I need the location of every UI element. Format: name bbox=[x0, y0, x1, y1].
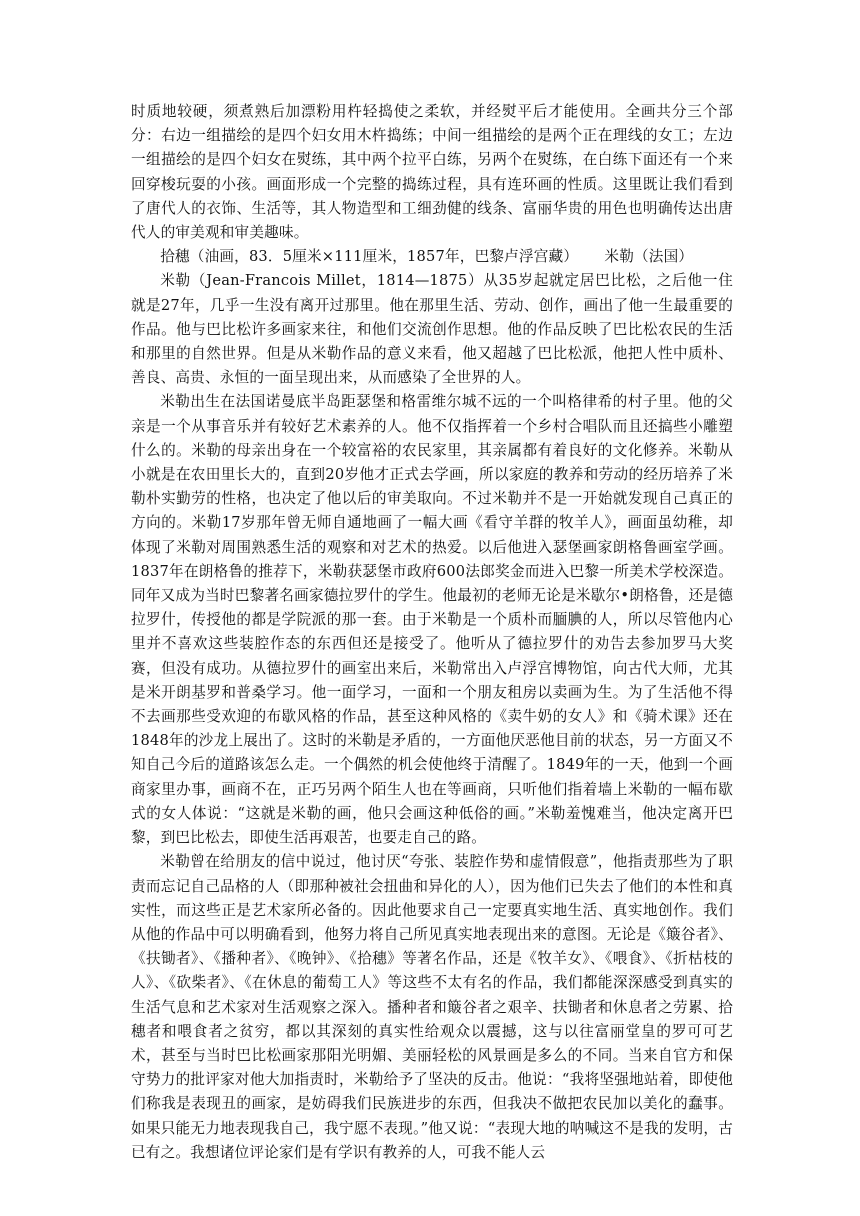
artwork-title: 拾穗（油画，83．5厘米×111厘米，1857年，巴黎卢浮宫藏） bbox=[160, 248, 579, 266]
paragraph-intro-continuation: 时质地较硬，须煮熟后加漂粉用杵轻捣使之柔软，并经熨平后才能使用。全画共分三个部分：右边一组描绘的是四个妇女用木杵捣练；中间一组描绘的是两个正在理线的女工；左边一组描绘的是四个妇女在熨练，其中两个拉平白练，另两个在熨练，在白练下面还有一个来回穿梭玩耍的小孩。画面形成一个完整的捣练过程，具有连环画的性质。这里既让我们看到了唐代人的衣饰、生活等，其人物造型和工细劲健的线条、富丽华贵的用色也明确传达出唐代人的审美观和审美趣味。 bbox=[131, 103, 733, 242]
paragraph-millet-biography: 米勒出生在法国诺曼底半岛距瑟堡和格雷维尔城不远的一个叫格律希的村子里。他的父亲是一个从事音乐并有较好艺术素养的人。他不仅指挥着一个乡村合唱队而且还搞些小雕塑什么的。米勒的母亲出身在一个较富裕的农民家里，其亲属都有着良好的文化修养。米勒从小就是在农田里长大的，直到20岁他才正式去学画，所以家庭的教养和劳动的经历培养了米勒朴实勤劳的性格，也决定了他以后的审美取向。不过米勒并不是一开始就发现自己真正的方向的。米勒17岁那年曾无师自通地画了一幅大画《看守羊群的牧羊人》，画面虽幼稚，却体现了米勒对周围熟悉生活的观察和对艺术的热爱。以后他进入瑟堡画家朗格鲁画室学画。1837年在朗格鲁的推荐下，米勒获瑟堡市政府600法郎奖金而进入巴黎一所美术学校深造。同年又成为当时巴黎著名画家德拉罗什的学生。他最初的老师无论是米歇尔•朗格鲁，还是德拉罗什，传授他的都是学院派的那一套。由于米勒是一个质朴而腼腆的人，所以尽管他内心里并不喜欢这些装腔作态的东西但还是接受了。他听从了德拉罗什的劝告去参加罗马大奖赛，但没有成功。从德拉罗什的画室出来后，米勒常出入卢浮宫博物馆，向古代大师，尤其是米开朗基罗和普桑学习。他一面学习，一面和一个朋友租房以卖画为生。为了生活他不得不去画那些受欢迎的布歇风格的作品，甚至这种风格的《卖牛奶的女人》和《骑术课》还在1848年的沙龙上展出了。这时的米勒是矛盾的，一方面他厌恶他目前的状态，另一方面又不知自己今后的道路该怎么走。一个偶然的机会使他终于清醒了。1849年的一天，他到一个画商家里办事，画商不在，正巧另两个陌生人也在等画商，只听他们指着墙上米勒的一幅布歇式的女人体说：“这就是米勒的画，他只会画这种低俗的画。”米勒羞愧难当，他决定离开巴黎，到巴比松去，即使生活再艰苦，也要走自己的路。 bbox=[131, 393, 733, 847]
artwork-caption bbox=[131, 245, 733, 269]
paragraph-millet-philosophy: 米勒曾在给朋友的信中说过，他讨厌“夸张、装腔作势和虚情假意”，他指责那些为了职责而忘记自己品格的人（即那种被社会扭曲和异化的人），因为他们已失去了他们的本性和真实性，而这些正是艺术家所必备的。因此他要求自己一定要真实地生活、真实地创作。我们从他的作品中可以明确看到，他努力将自己所见真实地表现出来的意图。无论是《簸谷者》、《扶锄者》、《播种者》、《晚钟》、《拾穗》等著名作品，还是《牧羊女》、《喂食》、《折枯枝的人》、《砍柴者》、《在休息的葡萄工人》等这些不太有名的作品，我们都能深深感受到真实的生活气息和艺术家对生活观察之深入。播种者和簸谷者之艰辛、扶锄者和休息者之劳累、拾穗者和喂食者之贫穷，都以其深刻的真实性给观众以震撼，这与以往富丽堂皇的罗可可艺术，甚至与当时巴比松画家那阳光明媚、美丽轻松的风景画是多么的不同。当来自官方和保守势力的批评家对他大加指责时，米勒给予了坚决的反击。他说：“我将坚强地站着，即使他们称我是表现丑的画家，是妨碍我们民族进步的东西，但我决不做把农民加以美化的蠢事。如果只能无力地表现我自己，我宁愿不表现。”他又说：“表现大地的呐喊这不是我的发明，古已有之。我想诸位评论家们是有学识有教养的人，可我不能人云 bbox=[131, 853, 733, 1161]
artwork-artist: 米勒（法国） bbox=[604, 248, 694, 266]
document-page bbox=[131, 100, 733, 1165]
paragraph-millet-barbizon: 米勒（Jean-Francois Millet，1814—1875）从35岁起就定居巴比松，之后他一住就是27年，几乎一生没有离开过那里。他在那里生活、劳动、创作，画出了他一生最重要的作品。他与巴比松许多画家来往，和他们交流创作思想。他的作品反映了巴比松农民的生活和那里的自然世界。但是从米勒作品的意义来看，他又超越了巴比松派，他把人性中质朴、善良、高贵、永恒的一面呈现出来，从而感染了全世界的人。 bbox=[131, 272, 733, 387]
